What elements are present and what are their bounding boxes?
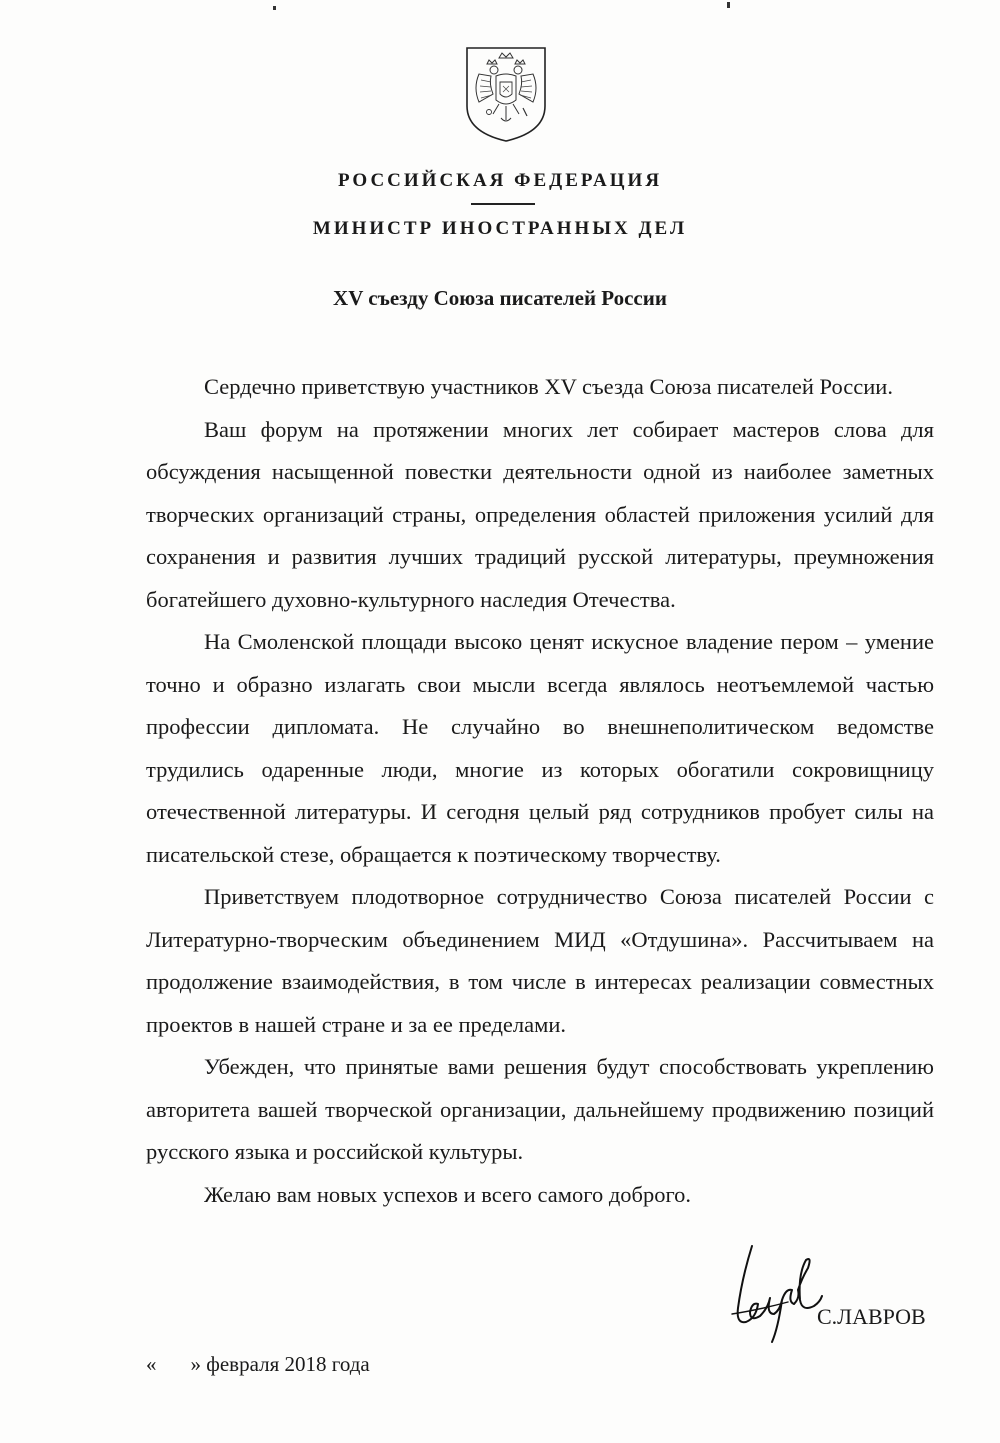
paragraph: Убежден, что принятые вами решения будут способствовать укреплению авторитета вашей творческой организации, дальнейшему продвижению позиций русского языка и российской культуры.: [146, 1054, 934, 1164]
scan-speck: [727, 2, 730, 8]
paragraph: Приветствуем плодотворное сотрудничество Союза писателей России с Литературно-творческим объединением МИД «Отдушина». Рассчитываем на продолжение взаимодействия, в том числе в интересах реализации совместных проектов в нашей стране и за ее пределами.: [146, 884, 934, 1037]
letter-body: [146, 366, 934, 1216]
letter-addressee: XV съезду Союза писателей России: [333, 286, 667, 310]
paragraph: Желаю вам новых успехов и всего самого доброго.: [204, 1181, 692, 1207]
date-open-quote: «: [146, 1352, 157, 1376]
paragraph: На Смоленской площади высоко ценят искусное владение пером – умение точно и образно излагать свои мысли всегда являлось неотъемлемой частью профессии дипломата. Не случайно во внешнеполитическом ведомстве трудились одаренные люди, многие из которых обогатили сокровищницу отечественной литературы. И сегодня целый ряд сотрудников пробует силы на писательской стезе, обращается к поэтическому творчеству.: [146, 629, 934, 867]
scan-speck: [273, 6, 276, 10]
handwritten-signature: [728, 1238, 828, 1348]
paragraph: Ваш форум на протяжении многих лет собирает мастеров слова для обсуждения насыщенной повестки деятельности одной из наиболее заметных творческих организаций страны, определения областей приложения усилий для сохранения и развития лучших традиций русской литературы, преумножения богатейшего духовно-культурного наследия Отечества.: [146, 416, 934, 612]
paragraph: Сердечно приветствую участников XV съезда Союза писателей России.: [204, 374, 893, 399]
letterhead-country: РОССИЙСКАЯ ФЕДЕРАЦИЯ: [337, 170, 663, 191]
letterhead-office: МИНИСТР ИНОСТРАННЫХ ДЕЛ: [312, 218, 688, 239]
signer-name: С.ЛАВРОВ: [817, 1304, 926, 1329]
date-text: » февраля 2018 года: [190, 1352, 370, 1376]
letterhead-divider: [471, 203, 535, 205]
letter-date: [146, 1352, 370, 1377]
coat-of-arms-icon: [463, 44, 549, 144]
